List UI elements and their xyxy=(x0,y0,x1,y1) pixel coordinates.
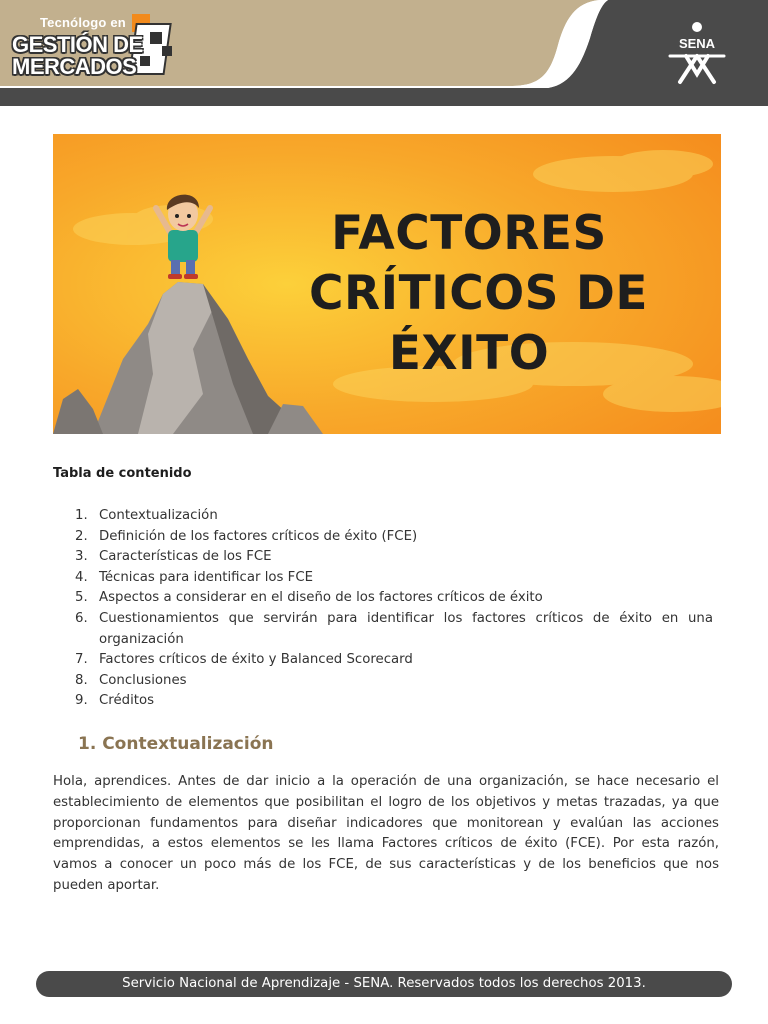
toc-heading: Tabla de contenido xyxy=(53,466,192,481)
cover-banner xyxy=(53,134,721,434)
toc-item-number: 5. xyxy=(75,590,88,606)
toc-item[interactable] xyxy=(53,527,713,548)
section-heading: 1. Contextualización xyxy=(78,734,274,754)
program-name-line2: MERCADOS xyxy=(12,54,137,79)
page-footer: Servicio Nacional de Aprendizaje - SENA. Reservados todos los derechos 2013. xyxy=(36,971,732,997)
toc-item-number: 1. xyxy=(75,508,88,523)
toc-item-text: Técnicas para identificar los FCE xyxy=(99,569,314,585)
toc-item-number: 2. xyxy=(75,528,88,544)
toc-item[interactable] xyxy=(53,588,713,609)
toc-item-text: Aspectos a considerar en el diseño de los factores críticos de éxito xyxy=(99,590,543,606)
toc-item[interactable] xyxy=(53,609,713,650)
program-name-line1: GESTIÓN DE xyxy=(12,32,143,57)
toc-item-number: 9. xyxy=(75,693,88,709)
page-header xyxy=(0,0,768,108)
toc-item-number: 3. xyxy=(75,549,88,565)
banner-title-line: FACTORES xyxy=(331,206,607,261)
toc-list xyxy=(53,506,713,712)
banner-title xyxy=(309,204,648,384)
toc-item[interactable] xyxy=(53,547,713,568)
toc-item-number: 7. xyxy=(75,652,88,668)
toc-item-number: 8. xyxy=(75,672,88,688)
toc-item-text: Características de los FCE xyxy=(99,549,272,565)
banner-title-line: CRÍTICOS DE xyxy=(309,266,648,321)
program-prefix: Tecnólogo en xyxy=(40,15,126,30)
toc-item-text: Cuestionamientos que servirán para identificar los factores críticos de éxito en una organización xyxy=(99,610,713,647)
toc-item-text: Definición de los factores críticos de éxito (FCE) xyxy=(99,528,418,544)
toc-item-text: Conclusiones xyxy=(99,672,187,688)
sena-label: SENA xyxy=(678,36,716,51)
toc-item-text: Créditos xyxy=(99,693,155,709)
toc-item-text: Factores críticos de éxito y Balanced Scorecard xyxy=(99,652,413,668)
toc-item[interactable] xyxy=(53,671,713,692)
section-paragraph: Hola, aprendices. Antes de dar inicio a la operación de una organización, se hace necesario el establecimiento de elementos que posibilitan el logro de los objetivos y metas trazadas, ya que proporcionan fundamentos para diseñar indicadores que monitorean y evalúan las acciones emprendidas, a estos elementos se les llama Factores críticos de éxito (FCE). Por esta razón, vamos a conocer un poco más de los FCE, de sus características y de los beneficios que nos pueden aportar. xyxy=(53,774,719,893)
toc-item[interactable] xyxy=(53,506,713,527)
toc-item[interactable] xyxy=(53,691,713,712)
toc-item[interactable] xyxy=(53,650,713,671)
toc-item-number: 6. xyxy=(75,610,88,626)
banner-title-line: ÉXITO xyxy=(388,326,550,381)
toc-item-number: 4. xyxy=(75,569,88,585)
toc-item-text: Contextualización xyxy=(99,508,218,523)
toc-item[interactable] xyxy=(53,568,713,589)
